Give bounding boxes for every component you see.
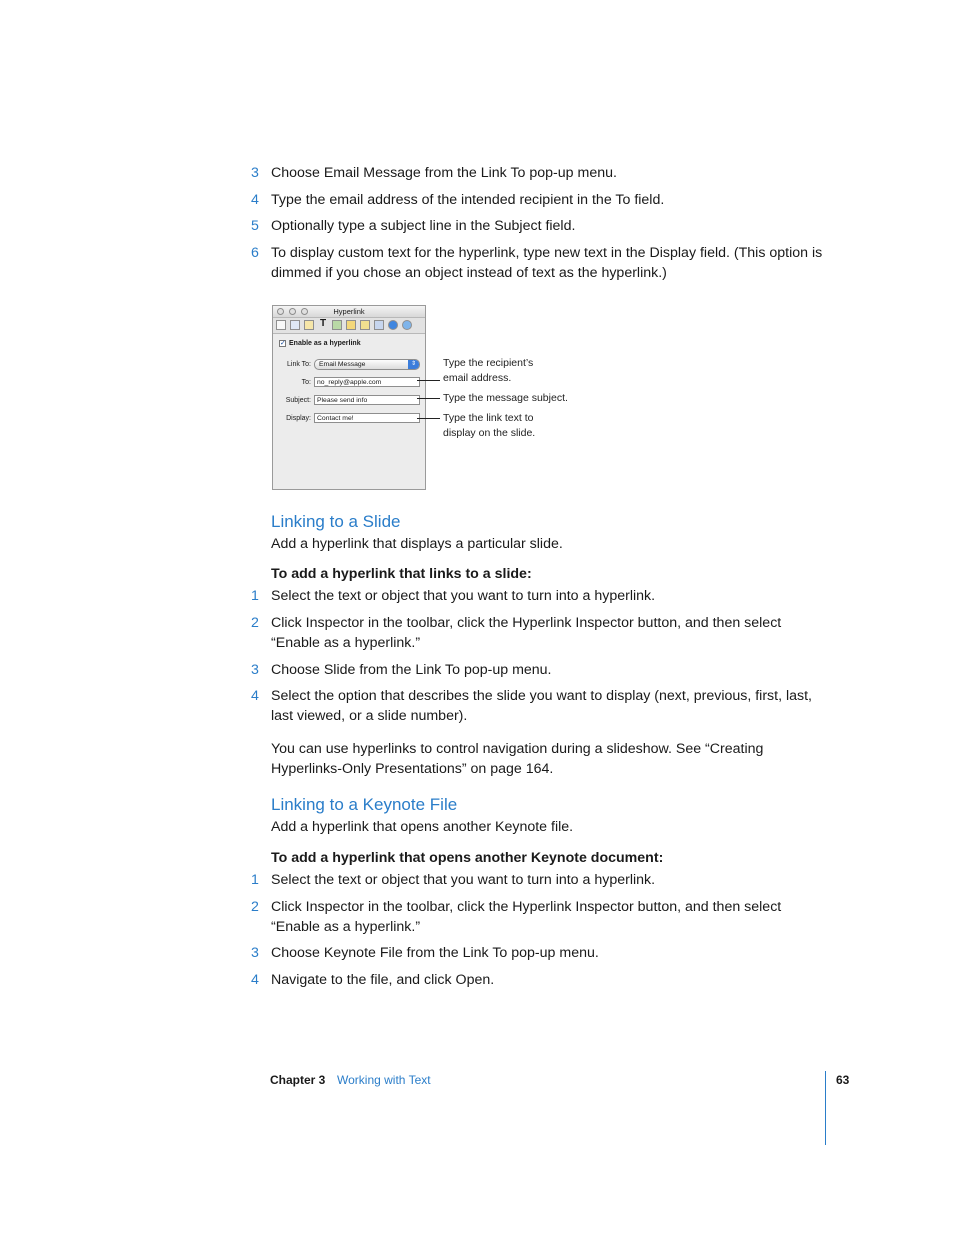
callout-line xyxy=(417,380,440,381)
text-icon[interactable]: T xyxy=(319,318,327,329)
callout-subject: Type the message subject. xyxy=(443,392,568,404)
popup-arrows-icon: ⇕ xyxy=(408,360,419,369)
link-to-popup[interactable] xyxy=(314,359,420,370)
section-intro-file: Add a hyperlink that opens another Keynote file. xyxy=(271,819,574,835)
step-number: 4 xyxy=(251,972,259,988)
subject-field[interactable]: Please send info xyxy=(314,395,420,405)
link-to-label: Link To: xyxy=(287,361,311,368)
step-number: 4 xyxy=(251,192,259,208)
inspector-titlebar xyxy=(273,306,425,318)
step-text: Choose Email Message from the Link To pop-up menu. xyxy=(271,165,617,181)
hyperlink-inspector-figure xyxy=(272,305,426,490)
step-number: 5 xyxy=(251,218,259,234)
step-text: Type the email address of the intended recipient in the To field. xyxy=(271,192,665,208)
step-text: Choose Slide from the Link To pop-up menu. xyxy=(271,662,552,678)
step-number: 1 xyxy=(251,872,259,888)
step-number: 3 xyxy=(251,165,259,181)
section-heading-file: Linking to a Keynote File xyxy=(271,795,458,814)
step-text: Select the text or object that you want to turn into a hyperlink. xyxy=(271,872,656,888)
inspector-title: Hyperlink xyxy=(333,307,365,316)
step-number: 2 xyxy=(251,899,259,915)
metrics-icon[interactable] xyxy=(346,320,356,330)
quicktime-icon[interactable] xyxy=(402,320,412,330)
callout-line xyxy=(417,418,440,419)
footer-chapter-title[interactable]: Working with Text xyxy=(337,1073,431,1087)
slide-icon[interactable] xyxy=(290,320,300,330)
step-number: 1 xyxy=(251,588,259,604)
step-text: Click Inspector in the toolbar, click the Hyperlink Inspector button, and then select “Enable as a hyperlink.” xyxy=(271,899,782,935)
display-label: Display: xyxy=(286,415,311,422)
step-number: 3 xyxy=(251,945,259,961)
step-number: 6 xyxy=(251,245,259,261)
callout-display: Type the link text to display on the slide. xyxy=(443,412,536,439)
hyperlink-icon[interactable] xyxy=(388,320,398,330)
to-label: To: xyxy=(301,379,311,386)
table-icon[interactable] xyxy=(360,320,370,330)
step-text: Select the text or object that you want to turn into a hyperlink. xyxy=(271,588,656,604)
link-to-value: Email Message xyxy=(319,361,366,368)
to-field[interactable]: no_reply@apple.com xyxy=(314,377,420,387)
callout-to: Type the recipient’s email address. xyxy=(443,357,534,384)
display-field[interactable]: Contact me! xyxy=(314,413,420,423)
chart-icon[interactable] xyxy=(374,320,384,330)
task-heading-slide: To add a hyperlink that links to a slide: xyxy=(271,566,532,582)
footer-chapter: Chapter 3 xyxy=(270,1073,326,1087)
enable-hyperlink-checkbox[interactable]: ✓ xyxy=(280,340,286,347)
enable-hyperlink-label: Enable as a hyperlink xyxy=(289,340,361,347)
step-text: Optionally type a subject line in the Subject field. xyxy=(271,218,576,234)
section-heading-slide: Linking to a Slide xyxy=(271,512,401,531)
step-number: 4 xyxy=(251,688,259,704)
graphic-icon[interactable] xyxy=(332,320,342,330)
build-icon[interactable] xyxy=(304,320,314,330)
subject-label: Subject: xyxy=(285,397,311,404)
step-text: Choose Keynote File from the Link To pop-up menu. xyxy=(271,945,599,961)
step-number: 2 xyxy=(251,615,259,631)
inspector-toolbar xyxy=(273,318,425,334)
step-text: Navigate to the file, and click Open. xyxy=(271,972,495,988)
page-number: 63 xyxy=(836,1073,850,1087)
document-icon[interactable] xyxy=(276,320,286,330)
step-number: 3 xyxy=(251,662,259,678)
section-intro-slide: Add a hyperlink that displays a particular slide. xyxy=(271,536,563,552)
section-note-slide: You can use hyperlinks to control navigation during a slideshow. See “Creating Hyperlinks-Only Presentations” on page 164. xyxy=(271,741,764,777)
callout-line xyxy=(417,398,440,399)
step-text: Select the option that describes the slide you want to display (next, previous, first, last, last viewed, or a slide number). xyxy=(271,688,812,724)
task-heading-file: To add a hyperlink that opens another Keynote document: xyxy=(271,850,664,866)
footer-divider xyxy=(825,1071,826,1145)
step-text: To display custom text for the hyperlink, type new text in the Display field. (This option is dimmed if you chose an object instead of text as the hyperlink.) xyxy=(271,245,823,281)
step-text: Click Inspector in the toolbar, click the Hyperlink Inspector button, and then select “Enable as a hyperlink.” xyxy=(271,615,782,651)
